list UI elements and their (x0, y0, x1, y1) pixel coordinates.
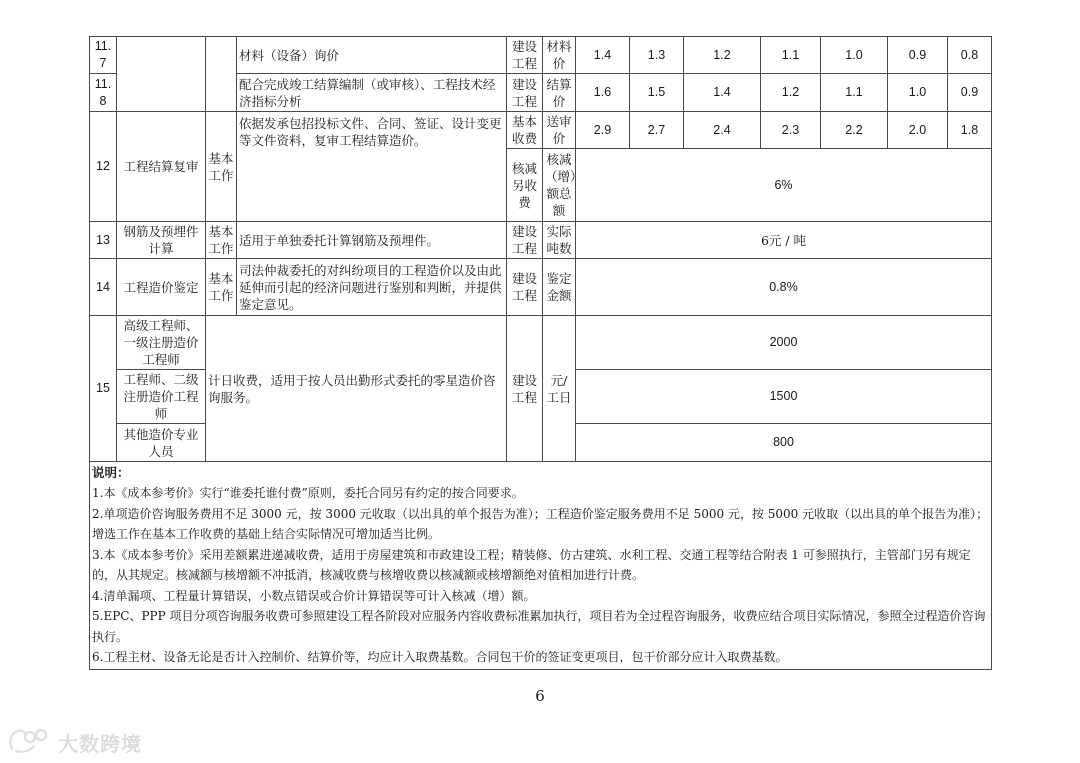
daily-rate: 2000 (576, 316, 992, 370)
note-item: 3.本《成本参考价》采用差额累进递减收费，适用于房屋建筑和市政建设工程；精装修、仿古建筑、水利工程、交通工程等结合附表 1 可参照执行，主管部门另有规定的，从其规定。核减额与核增额不冲抵消，核减收费与核增收费以核减额或核增额绝对值相加进行计费。 (92, 547, 971, 582)
table-row (90, 112, 992, 149)
fee-base: 建设工程 (507, 74, 543, 112)
note-item: 6.工程主材、设备无论是否计入控制价、结算价等，均应计入取费基数。合同包干价的签证变更项目，包干价部分应计入取费基数。 (92, 650, 788, 664)
fee-table (89, 36, 992, 670)
daily-rate: 1500 (576, 370, 992, 424)
rate-value: 1.8 (948, 112, 992, 149)
fee-base: 建设工程 (507, 222, 543, 259)
service-item: 钢筋及预埋件计算 (117, 222, 206, 259)
row-number: 11.7 (90, 37, 117, 74)
work-content: 适用于单独委托计算钢筋及预埋件。 (237, 222, 507, 259)
rate-value: 1.2 (684, 37, 761, 74)
rate-value: 1.4 (576, 37, 630, 74)
work-content: 司法仲裁委托的对纠纷项目的工程造价以及由此延伸而引起的经济问题进行鉴别和判断，并提供鉴定意见。 (237, 259, 507, 316)
calc-unit: 送审价 (543, 112, 576, 149)
calc-unit: 结算价 (543, 74, 576, 112)
work-content: 依据发承包招投标文件、合同、签证、设计变更等文件资料，复审工程结算造价。 (237, 112, 507, 222)
work-type: 基本工作 (206, 112, 237, 222)
rate-value: 2.4 (684, 112, 761, 149)
work-content: 材料（设备）询价 (237, 37, 507, 74)
role-name: 高级工程师、一级注册造价工程师 (117, 316, 206, 370)
table-row (90, 259, 992, 316)
rate-value: 2.7 (630, 112, 684, 149)
rate-value: 1.3 (630, 37, 684, 74)
notes-title: 说明： (92, 465, 130, 480)
role-name: 其他造价专业人员 (117, 424, 206, 462)
calc-unit: 实际吨数 (543, 222, 576, 259)
rate-value: 1.6 (576, 74, 630, 112)
item-cell-empty (117, 37, 206, 112)
calc-unit: 元/工日 (543, 316, 576, 462)
chat-bubble-logo-icon (8, 725, 54, 759)
fee-base: 建设工程 (507, 316, 543, 462)
calc-unit: 核减（增）额总额 (543, 149, 576, 222)
rate-value: 1.5 (630, 74, 684, 112)
rate-value: 0.8 (948, 37, 992, 74)
service-item: 工程造价鉴定 (117, 259, 206, 316)
note-item: 2.单项造价咨询服务费用不足 3000 元，按 3000 元收取（以出具的单个报告为准）；工程造价鉴定服务费用不足 5000 元，按 5000 元收取（以出具的单个报告为准）；增选工作在基本工作收费的基础上结合实际情况可增加适当比例。 (92, 506, 989, 541)
page-number: 6 (535, 687, 545, 705)
rate-value: 1.1 (761, 37, 821, 74)
rate-value: 2.9 (576, 112, 630, 149)
rate-value: 1.4 (684, 74, 761, 112)
table-row (90, 222, 992, 259)
fee-base: 建设工程 (507, 37, 543, 74)
notes-row (90, 462, 992, 670)
fee-base: 基本收费 (507, 112, 543, 149)
note-item: 4.清单漏项、工程量计算错误，小数点错误或合价计算错误等可计入核减（增）额。 (92, 588, 536, 603)
row-number: 15 (90, 316, 117, 462)
rate-value: 1.1 (821, 74, 888, 112)
rate-value: 1.0 (821, 37, 888, 74)
rate-merged: 0.8% (576, 259, 992, 316)
rate-merged: 6元 / 吨 (576, 222, 992, 259)
note-item: 1.本《成本参考价》实行“谁委托谁付费”原则，委托合同另有约定的按合同要求。 (92, 486, 524, 500)
row-number: 12 (90, 112, 117, 222)
watermark (8, 722, 142, 762)
row-number: 11.8 (90, 74, 117, 112)
rate-value: 1.0 (888, 74, 948, 112)
work-type: 基本工作 (206, 259, 237, 316)
rate-value: 2.3 (761, 112, 821, 149)
daily-rate: 800 (576, 424, 992, 462)
fee-base: 建设工程 (507, 259, 543, 316)
rate-value: 2.0 (888, 112, 948, 149)
role-name: 工程师、二级注册造价工程师 (117, 370, 206, 424)
work-content: 配合完成竣工结算编制（或审核）、工程技术经济指标分析 (237, 74, 507, 112)
row-number: 14 (90, 259, 117, 316)
table-row (90, 316, 992, 370)
type-cell-empty (206, 37, 237, 112)
rate-value: 0.9 (888, 37, 948, 74)
calc-unit: 鉴定金额 (543, 259, 576, 316)
rate-value: 2.2 (821, 112, 888, 149)
notes-cell (90, 462, 992, 670)
rate-merged: 6% (576, 149, 992, 222)
service-item: 工程结算复审 (117, 112, 206, 222)
table-row (90, 37, 992, 74)
work-content: 计日收费，适用于按人员出勤形式委托的零星造价咨询服务。 (206, 316, 507, 462)
rate-value: 0.9 (948, 74, 992, 112)
row-number: 13 (90, 222, 117, 259)
note-item: 5.EPC、PPP 项目分项咨询服务收费可参照建设工程各阶段对应服务内容收费标准累加执行，项目若为全过程咨询服务，收费应结合项目实际情况，参照全过程造价咨询执行。 (92, 609, 986, 644)
fee-base: 核减另收费 (507, 149, 543, 222)
calc-unit: 材料价 (543, 37, 576, 74)
watermark-text: 大数跨境 (58, 731, 142, 756)
rate-value: 1.2 (761, 74, 821, 112)
work-type: 基本工作 (206, 222, 237, 259)
